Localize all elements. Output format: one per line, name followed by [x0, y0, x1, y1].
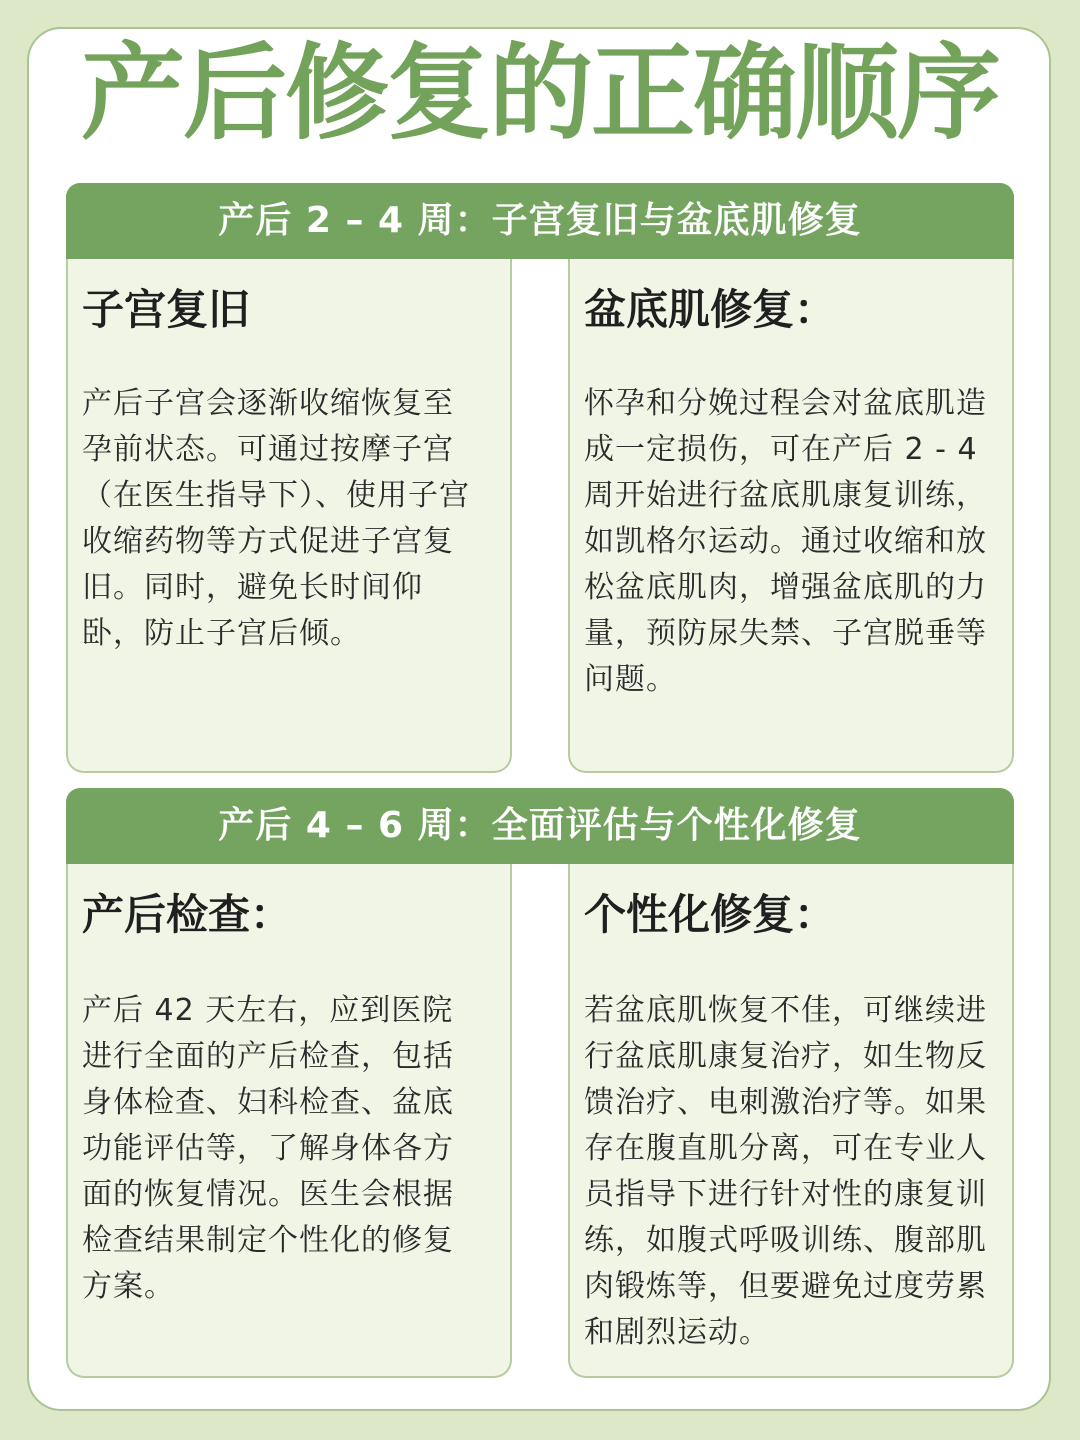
box-title-personalized-repair: 个性化修复：: [584, 890, 837, 939]
section-header-weeks-4-6: 产后 4 – 6 周：全面评估与个性化修复: [66, 788, 1014, 864]
box-text-postpartum-checkup: 产后 42 天左右，应到医院进行全面的产后检查，包括身体检查、妇科检查、盆底功能评估等，了解身体各方面的恢复情况。医生会根据检查结果制定个性化的修复方案。: [82, 993, 454, 1304]
box-title-pelvic-floor-repair: 盆底肌修复：: [584, 285, 837, 334]
box-text-pelvic-floor-repair: 怀孕和分娩过程会对盆底肌造成一定损伤，可在产后 2 - 4 周开始进行盆底肌康复训练，如凯格尔运动。通过收缩和放松盆底肌肉，增强盆底肌的力量，预防尿失禁、子宫脱垂等问题。: [584, 386, 987, 697]
box-title-uterine-recovery: 子宫复旧: [82, 285, 251, 334]
box-uterine-recovery: [66, 259, 512, 773]
page-title: 产后修复的正确顺序: [80, 32, 999, 154]
box-text-personalized-repair: 若盆底肌恢复不佳，可继续进行盆底肌康复治疗，如生物反馈治疗、电刺激治疗等。如果存在腹直肌分离，可在专业人员指导下进行针对性的康复训练，如腹式呼吸训练、腹部肌肉锻炼等，但要避免过度劳累和剧烈运动。: [584, 993, 987, 1350]
box-personalized-repair: [568, 864, 1014, 1378]
box-title-postpartum-checkup: 产后检查：: [82, 890, 293, 939]
section-header-weeks-2-4: 产后 2 – 4 周：子宫复旧与盆底肌修复: [66, 183, 1014, 259]
box-postpartum-checkup: [66, 864, 512, 1378]
box-pelvic-floor-repair: [568, 259, 1014, 773]
box-text-uterine-recovery: 产后子宫会逐渐收缩恢复至孕前状态。可通过按摩子宫（在医生指导下）、使用子宫收缩药物等方式促进子宫复旧。同时，避免长时间仰卧，防止子宫后倾。: [82, 386, 470, 651]
